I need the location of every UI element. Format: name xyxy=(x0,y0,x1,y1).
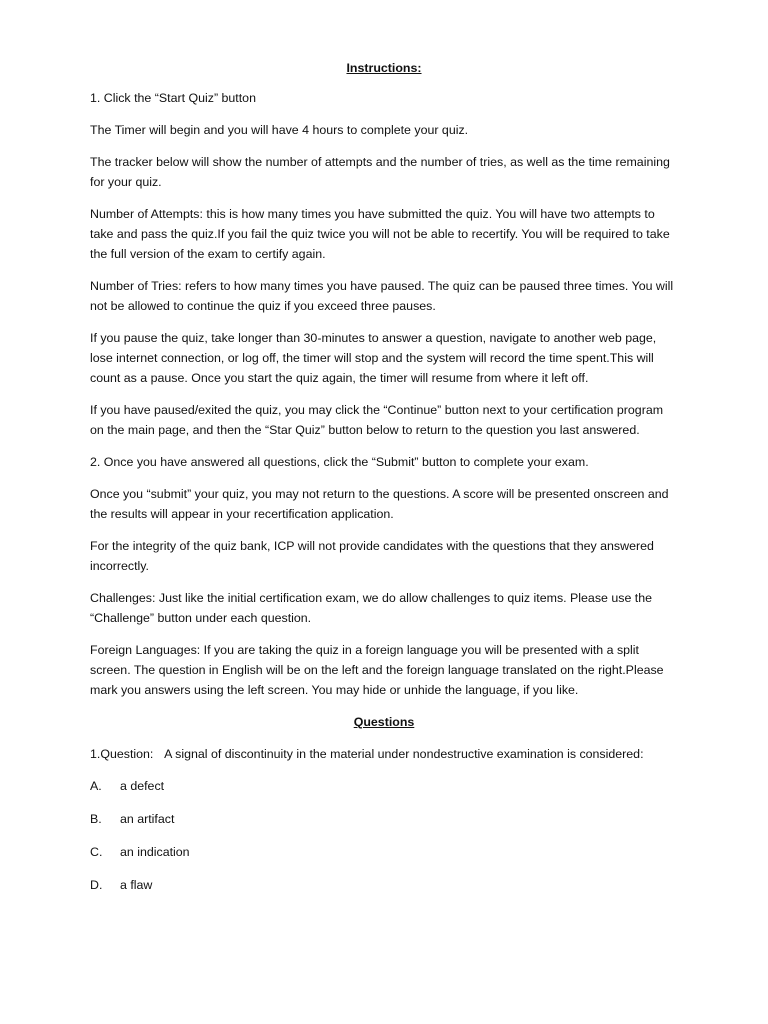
question-text: A signal of discontinuity in the material under nondestructive examination is considered: xyxy=(164,747,644,761)
instruction-after-submit: Once you “submit” your quiz, you may not return to the questions. A score will be presented onscreen and the results will appear in your recertification application. xyxy=(90,487,669,521)
answer-option-b xyxy=(90,809,678,829)
instruction-timer: The Timer will begin and you will have 4 hours to complete your quiz. xyxy=(90,123,469,137)
instruction-challenges: Challenges: Just like the initial certification exam, we do allow challenges to quiz items. Please use the “Challenge” button under each question. xyxy=(90,591,653,625)
option-text: an indication xyxy=(120,845,190,859)
answer-option-c xyxy=(90,842,678,862)
instruction-continue: If you have paused/exited the quiz, you may click the “Continue” button next to your certification program on the main page, and then the “Star Quiz” button below to return to the question you last answered. xyxy=(90,403,664,437)
option-text: a defect xyxy=(120,779,165,793)
option-letter: D. xyxy=(90,878,103,892)
instruction-attempts: Number of Attempts: this is how many times you have submitted the quiz. You will have two attempts to take and pass the quiz.If you fail the quiz twice you will not be able to recertify. You will be required to take the full version of the exam to certify again. xyxy=(90,207,670,261)
instruction-foreign-languages: Foreign Languages: If you are taking the quiz in a foreign language you will be presented with a split screen. The question in English will be on the left and the foreign language translated on the right.Please mark you answers using the left screen. You may hide or unhide the language, if you like. xyxy=(90,643,664,697)
answer-option-a xyxy=(90,776,678,796)
question-1 xyxy=(90,744,678,764)
option-letter: C. xyxy=(90,845,103,859)
answer-option-d xyxy=(90,875,678,895)
instruction-pause: If you pause the quiz, take longer than 30-minutes to answer a question, navigate to another web page, lose internet connection, or log off, the timer will stop and the system will record the time spent.This will count as a pause. Once you start the quiz again, the timer will resume from where it left off. xyxy=(90,331,657,385)
instruction-integrity: For the integrity of the quiz bank, ICP will not provide candidates with the questions that they answered incorrectly. xyxy=(90,539,654,573)
instruction-tries: Number of Tries: refers to how many times you have paused. The quiz can be paused three times. You will not be allowed to continue the quiz if you exceed three pauses. xyxy=(90,279,674,313)
question-label: 1.Question: xyxy=(90,747,154,761)
option-letter: B. xyxy=(90,812,102,826)
instructions-heading: Instructions: xyxy=(346,61,422,75)
questions-heading: Questions xyxy=(353,715,415,729)
instruction-tracker: The tracker below will show the number of attempts and the number of tries, as well as the time remaining for your quiz. xyxy=(90,155,670,189)
option-letter: A. xyxy=(90,779,102,793)
option-text: an artifact xyxy=(120,812,175,826)
instruction-step-submit: 2. Once you have answered all questions, click the “Submit” button to complete your exam. xyxy=(90,455,589,469)
instruction-step-start-quiz: 1. Click the “Start Quiz” button xyxy=(90,91,256,105)
answer-options xyxy=(90,776,678,895)
option-text: a flaw xyxy=(120,878,153,892)
